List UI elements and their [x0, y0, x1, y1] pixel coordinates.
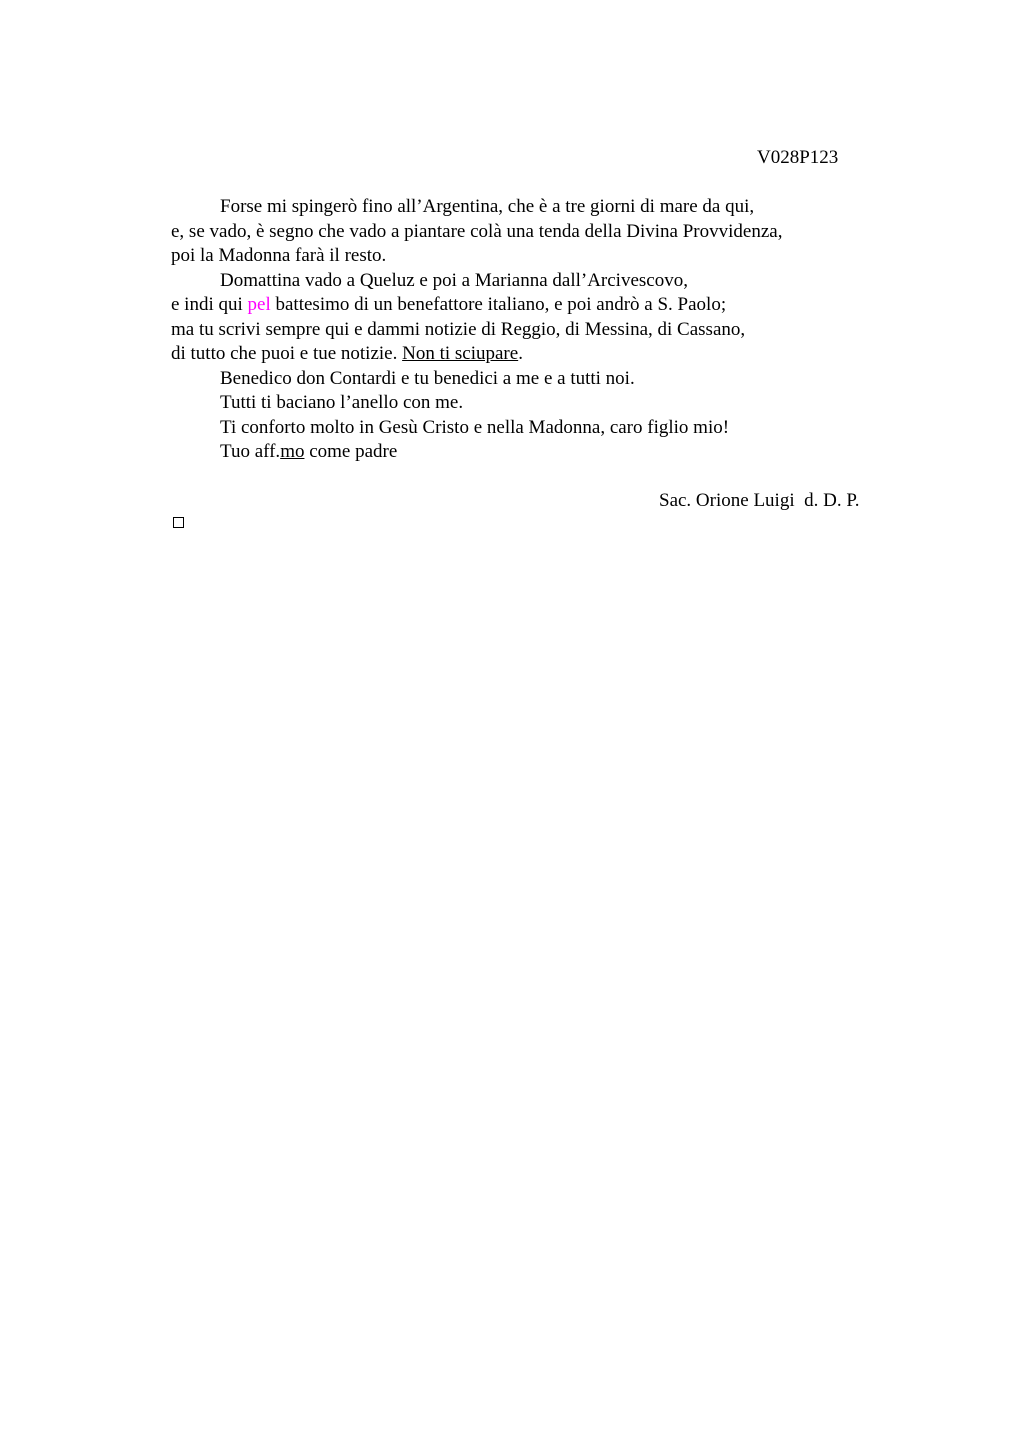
- letter-line: e, se vado, è segno che vado a piantare colà una tenda della Divina Provvidenza,: [171, 220, 783, 242]
- letter-line: Domattina vado a Queluz e poi a Marianna dall’Arcivescovo,: [220, 269, 688, 291]
- letter-text: Tuo aff.: [220, 441, 281, 462]
- letter-line: [171, 440, 891, 465]
- letter-text: .: [518, 343, 523, 364]
- letter-line: ma tu scrivi sempre qui e dammi notizie di Reggio, di Messina, di Cassano,: [171, 318, 746, 340]
- letter-line: [171, 293, 891, 318]
- letter-body: [171, 195, 891, 465]
- letter-line: Forse mi spingerò fino all’Argentina, che è a tre giorni di mare da qui,: [220, 196, 755, 217]
- letter-line: Benedico don Contardi e tu benedici a me e a tutti noi.: [220, 367, 635, 389]
- letter-text: come padre: [304, 441, 398, 462]
- letter-text: e indi qui: [171, 294, 248, 315]
- empty-square-icon: [173, 517, 184, 528]
- underlined-abbreviation: mo: [280, 441, 305, 462]
- underlined-phrase: Non ti sciupare: [402, 343, 519, 364]
- letter-text: di tutto che puoi e tue notizie.: [171, 343, 403, 364]
- letter-line: Ti conforto molto in Gesù Cristo e nella Madonna, caro figlio mio!: [220, 416, 730, 438]
- letter-text: battesimo di un benefattore italiano, e poi andrò a S. Paolo;: [270, 294, 727, 315]
- signature: Sac. Orione Luigi d. D. P.: [659, 490, 860, 511]
- letter-line: [171, 342, 891, 367]
- highlighted-word: pel: [247, 294, 271, 315]
- letter-line: poi la Madonna farà il resto.: [171, 245, 387, 266]
- page-code: V028P123: [757, 147, 839, 168]
- letter-line: Tutti ti baciano l’anello con me.: [220, 392, 464, 413]
